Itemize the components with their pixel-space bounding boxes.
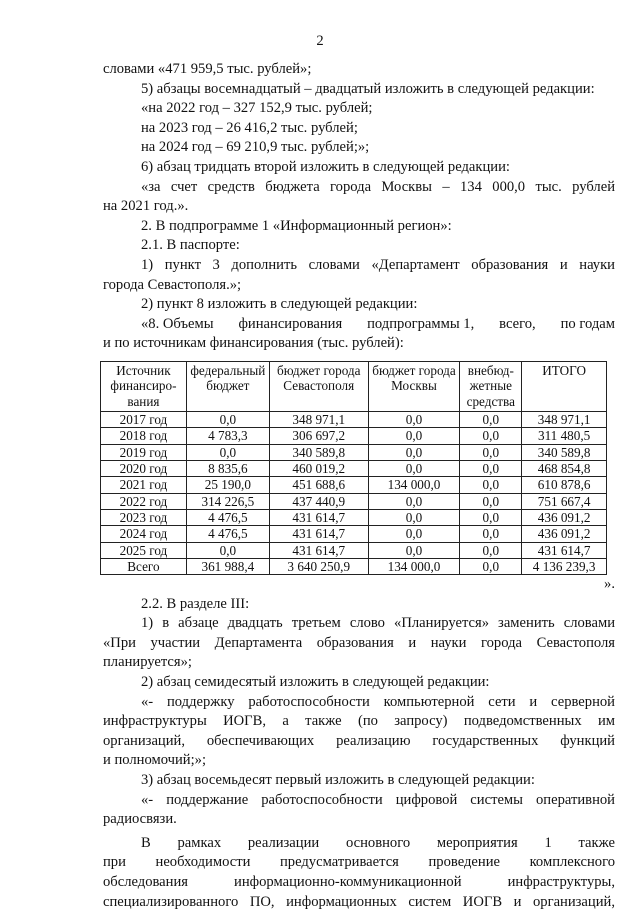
paragraph: на 2023 год – 26 416,2 тыс. рублей; (141, 119, 358, 136)
paragraph: на 2024 год – 69 210,9 тыс. рублей;»; (141, 139, 370, 156)
paragraph: специализированного ПО, информационных систем ИОГВ и организаций, (103, 893, 615, 910)
row-label: 2019 год (101, 444, 187, 460)
table-cell: 340 589,8 (269, 444, 368, 460)
table-cell: 0,0 (460, 428, 522, 444)
paragraph: инфраструктуры ИОГВ, а также (по запросу) подведомственных им (103, 713, 615, 730)
table-row (101, 493, 607, 509)
table-cell: 25 190,0 (186, 477, 269, 493)
column-header: бюджет города Москвы (368, 361, 460, 411)
paragraph: радиосвязи. (103, 811, 177, 828)
row-label: 2021 год (101, 477, 187, 493)
table-row (101, 558, 607, 574)
table-cell: 4 476,5 (186, 509, 269, 525)
row-label: 2024 год (101, 526, 187, 542)
paragraph: на 2021 год.». (103, 198, 189, 215)
table-cell: 0,0 (368, 509, 460, 525)
paragraph: «При участии Департамента образования и науки города Севастополя (103, 634, 615, 651)
table-cell: 0,0 (186, 542, 269, 558)
table-cell: 0,0 (460, 558, 522, 574)
paragraph: 2) пункт 8 изложить в следующей редакции: (141, 296, 418, 313)
table-row (101, 477, 607, 493)
paragraph: обследования информационно-коммуникационной инфраструктуры, (103, 874, 615, 890)
table-cell: 311 480,5 (522, 428, 607, 444)
table-cell: 0,0 (186, 444, 269, 460)
table-row (101, 526, 607, 542)
table-cell: 610 878,6 (522, 477, 607, 493)
paragraph: «за счет средств бюджета города Москвы – 134 000,0 тыс. рублей (141, 178, 615, 195)
paragraph: «- поддержку работоспособности компьютерной сети и серверной (141, 693, 615, 710)
table-cell: 0,0 (460, 477, 522, 493)
table-cell: 431 614,7 (522, 542, 607, 558)
paragraph: словами «471 959,5 тыс. рублей»; (103, 61, 312, 77)
table-cell: 3 640 250,9 (269, 558, 368, 574)
paragraph: планируется»; (103, 654, 192, 671)
table-cell: 0,0 (368, 412, 460, 428)
table-cell: 460 019,2 (269, 461, 368, 477)
table-cell: 0,0 (460, 444, 522, 460)
table-cell: 340 589,8 (522, 444, 607, 460)
table-cell: 437 440,9 (269, 493, 368, 509)
financing-table (100, 361, 607, 575)
table-cell: 348 971,1 (522, 412, 607, 428)
word: «8. Объемы (141, 315, 214, 332)
row-label: 2025 год (101, 542, 187, 558)
paragraph: 6) абзац тридцать второй изложить в следующей редакции: (141, 158, 510, 175)
table-cell: 134 000,0 (368, 558, 460, 574)
table-cell: 436 091,2 (522, 526, 607, 542)
row-label: 2023 год (101, 509, 187, 525)
row-label: 2020 год (101, 461, 187, 477)
paragraph: 2) абзац семидесятый изложить в следующей редакции: (141, 674, 490, 691)
page-number: 2 (316, 33, 324, 49)
row-label: 2017 год (101, 412, 187, 428)
paragraph: 2.1. В паспорте: (141, 237, 240, 254)
table-cell: 0,0 (368, 444, 460, 460)
column-header: бюджет города Севастополя (269, 361, 368, 411)
table-cell: 4 136 239,3 (522, 558, 607, 574)
table-cell: 0,0 (368, 526, 460, 542)
column-header: федеральный бюджет (186, 361, 269, 411)
table-cell: 0,0 (460, 461, 522, 477)
column-header: Источник финансиро-вания (101, 361, 187, 411)
paragraph: В рамках реализации основного мероприятия 1 также (141, 834, 615, 851)
paragraph: и полномочий;»; (103, 752, 207, 769)
table-row (101, 428, 607, 444)
paragraph: 2. В подпрограмме 1 «Информационный регион»: (141, 217, 452, 234)
table-row (101, 444, 607, 460)
word: подпрограммы 1, (367, 315, 475, 332)
table-cell: 4 476,5 (186, 526, 269, 542)
table-cell: 0,0 (368, 493, 460, 509)
table-cell: 0,0 (460, 526, 522, 542)
table-cell: 4 783,3 (186, 428, 269, 444)
word: всего, (499, 315, 536, 332)
paragraph: 3) абзац восемьдесят первый изложить в следующей редакции: (141, 772, 535, 789)
table-cell: 0,0 (460, 412, 522, 428)
table-cell: 0,0 (460, 509, 522, 525)
paragraph: 5) абзацы восемнадцатый – двадцатый изложить в следующей редакции: (141, 80, 595, 97)
row-label: 2018 год (101, 428, 187, 444)
table-cell: 0,0 (368, 428, 460, 444)
table-row (101, 509, 607, 525)
table-cell: 468 854,8 (522, 461, 607, 477)
paragraph: при необходимости предусматривается проведение комплексного (103, 854, 615, 871)
table-cell: 0,0 (368, 542, 460, 558)
column-header: ИТОГО (522, 361, 607, 411)
table-cell: 0,0 (460, 493, 522, 509)
table-cell: 0,0 (186, 412, 269, 428)
document-body (103, 60, 615, 912)
paragraph: 1) пункт 3 дополнить словами «Департамент образования и науки (141, 256, 615, 273)
row-label: Всего (101, 558, 187, 574)
paragraph: «на 2022 год – 327 152,9 тыс. рублей; (141, 100, 373, 117)
column-header: внебюд-жетные средства (460, 361, 522, 411)
paragraph-justified (103, 315, 615, 335)
table-cell: 8 835,6 (186, 461, 269, 477)
table-cell: 0,0 (368, 461, 460, 477)
paragraph: и по источникам финансирования (тыс. рублей): (103, 335, 404, 352)
table-row (101, 412, 607, 428)
table-cell: 348 971,1 (269, 412, 368, 428)
table-header-row (101, 361, 607, 411)
paragraph: организаций, обеспечивающих реализацию государственных функций (103, 732, 615, 749)
paragraph: «- поддержание работоспособности цифровой системы оперативной (141, 791, 615, 808)
paragraph: города Севастополя.»; (103, 276, 242, 293)
table-cell: 306 697,2 (269, 428, 368, 444)
table-cell: 431 614,7 (269, 509, 368, 525)
table-cell: 431 614,7 (269, 526, 368, 542)
table-cell: 361 988,4 (186, 558, 269, 574)
row-label: 2022 год (101, 493, 187, 509)
table-cell: 431 614,7 (269, 542, 368, 558)
table-cell: 751 667,4 (522, 493, 607, 509)
table-cell: 134 000,0 (368, 477, 460, 493)
table-cell: 451 688,6 (269, 477, 368, 493)
table-cell: 436 091,2 (522, 509, 607, 525)
table-cell: 314 226,5 (186, 493, 269, 509)
paragraph: 1) в абзаце двадцать третьем слово «Планируется» заменить словами (141, 615, 615, 632)
word: финансирования (238, 315, 343, 332)
table-cell: 0,0 (460, 542, 522, 558)
table-closing-quote: ». (604, 576, 615, 593)
table-row (101, 542, 607, 558)
paragraph: 2.2. В разделе III: (141, 595, 250, 612)
word: по годам (560, 315, 615, 332)
table-row (101, 461, 607, 477)
